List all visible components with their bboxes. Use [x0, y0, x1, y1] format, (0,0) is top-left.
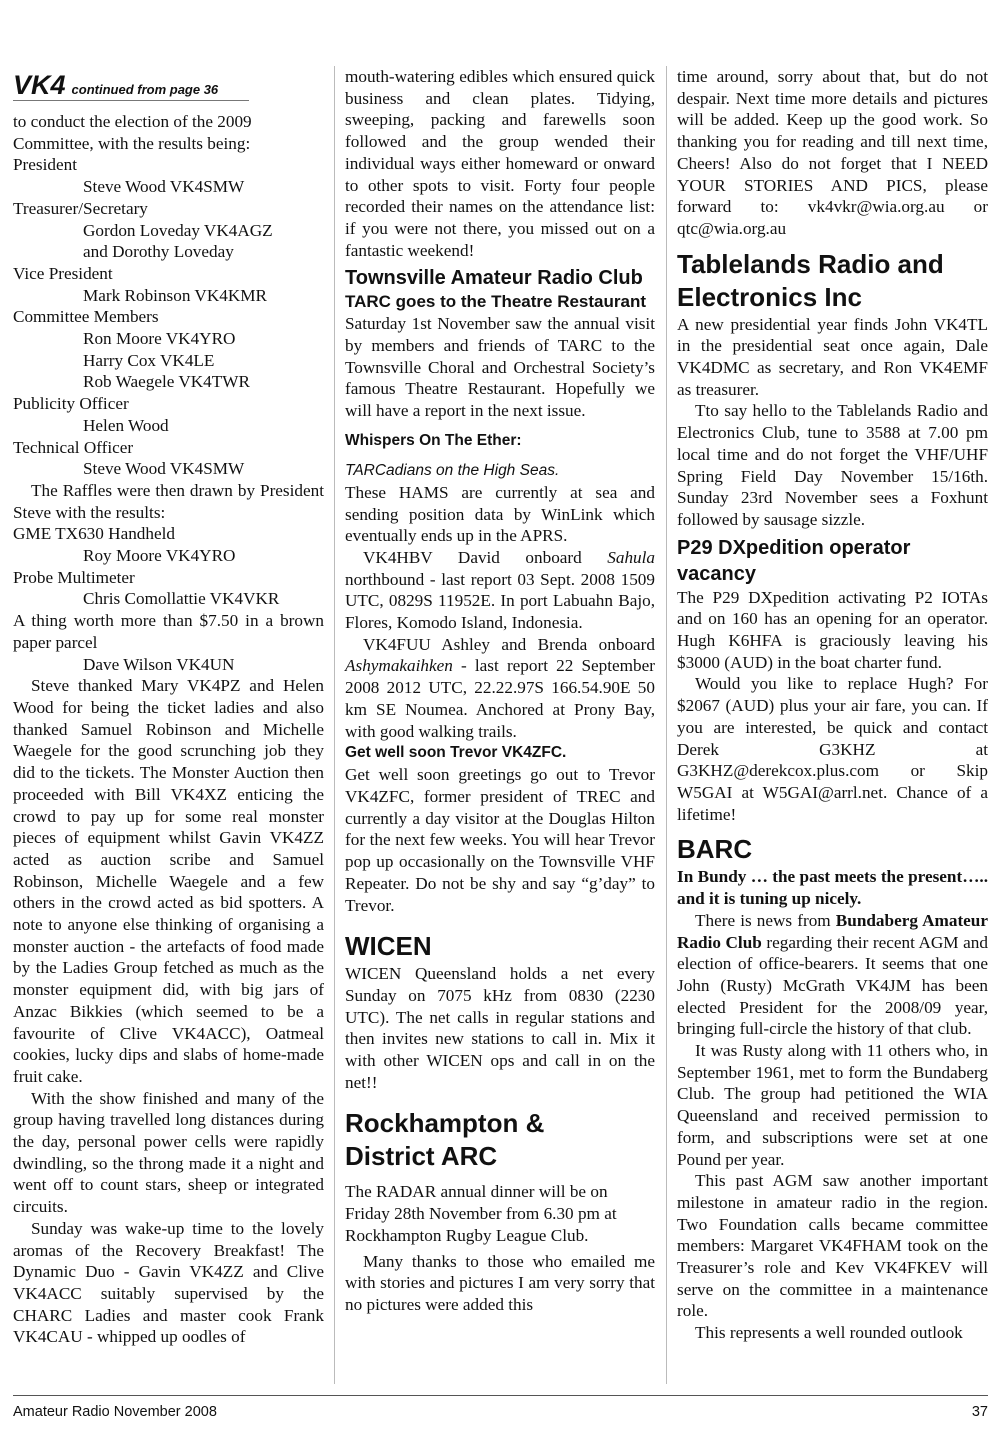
- body-paragraph: [345, 634, 655, 743]
- section-heading-rockhampton: [345, 1107, 655, 1173]
- body-paragraph: Sunday was wake-up time to the lovely aromas of the Recovery Breakfast! The Dynamic Duo - Gavin VK4ZZ and Clive VK4ACC suitably supervised by the CHARC Ladies and master cook Frank VK4CAU - whipped up oodles of: [13, 1218, 324, 1347]
- body-paragraph: [677, 910, 988, 1040]
- body-paragraph: These HAMS are currently at sea and sending position data by WinLink which eventually ends up in the APRS.: [345, 482, 655, 546]
- prize-winner: Roy Moore VK4YRO: [83, 546, 236, 566]
- column-2: [345, 66, 655, 1316]
- column-3: [677, 66, 988, 1344]
- section-heading-tablelands: [677, 248, 988, 314]
- role-name: Helen Wood: [83, 415, 169, 435]
- prize-winner: Chris Comollattie VK4VKR: [83, 589, 280, 609]
- lead-paragraph: In Bundy … the past meets the present….. and it is tuning up nicely.: [677, 867, 988, 909]
- body-paragraph: This represents a well rounded outlook: [695, 1323, 963, 1343]
- section-heading-barc: BARC: [677, 834, 753, 865]
- vessel-name: Ashymakaihken: [345, 656, 453, 676]
- section-title: VK4: [13, 70, 66, 100]
- prize-label: A thing worth more than $7.50 in a brown paper parcel: [13, 611, 324, 652]
- heading-line: Electronics Inc: [677, 281, 862, 312]
- subheading: TARC goes to the Theatre Restaurant: [345, 292, 647, 312]
- role-label: Publicity Officer: [13, 394, 129, 414]
- body-paragraph: The P29 DXpedition activating P2 IOTAs and on 160 has an opening for an operator. Hugh K6HFA is graciously leaving his $3000 (AUD) in the boat charter fund.: [677, 587, 988, 672]
- page-number: 37: [971, 1404, 988, 1420]
- body-paragraph: Many thanks to those who emailed me with stories and pictures I am very sorry that no pictures were added this: [345, 1251, 655, 1314]
- raffles-intro: The Raffles were then drawn by President Steve with the results:: [13, 480, 324, 522]
- intro-paragraph: to conduct the election of the 2009 Committee, with the results being:: [13, 112, 252, 153]
- heading-line: Rockhampton &: [345, 1108, 545, 1139]
- body-paragraph: A new presidential year finds John VK4TL in the presidential seat once again, Dale VK4DMC as secretary, and Ron VK4EMF as treasurer.: [677, 314, 988, 399]
- role-label: President: [13, 155, 77, 175]
- text-span: VK4FUU Ashley and Brenda onboard: [363, 634, 655, 654]
- role-name: Gordon Loveday VK4AGZ: [83, 220, 273, 240]
- club-heading-tarc: Townsville Amateur Radio Club: [345, 267, 643, 290]
- section-heading-wicen: WICEN: [345, 931, 432, 962]
- text-span: regarding their recent AGM and election of office-bearers. It seems that one John (Rusty) McGrath VK4JM has been elected President for the 2008/09 year, bringing full-circle the history of that club.: [677, 932, 988, 1039]
- body-paragraph: mouth-watering edibles which ensured quick business and clean plates. Tidying, sweeping, packing and farewells soon followed and the group wended their individual ways either homeward or onward to other spots to visit. Forty four people recorded their names on the attendance list: if you were not there, you missed out on a fantastic weekend!: [345, 67, 655, 260]
- subheading: Get well soon Trevor VK4ZFC.: [345, 744, 567, 762]
- role-name: Mark Robinson VK4KMR: [83, 285, 267, 305]
- role-label: Committee Members: [13, 307, 159, 327]
- body-paragraph: time around, sorry about that, but do not despair. Next time more details and pictures will be added. Keep up the good work. So thanking you for reading and till next time, Cheers! Also do not forget that I NEED YOUR STORIES AND PICS, please forward to: vk4vkr@wia.org.au or qtc@wia.org.au: [677, 67, 988, 238]
- text-span: northbound - last report 03 Sept. 2008 1509 UTC, 0829S 11952E. In port Labuahn Bajo, Flores, Komodo Island, Indonesia.: [345, 569, 655, 633]
- body-paragraph: With the show finished and many of the group having travelled long distances during the day, personal power cells were rapidly dwindling, so the throng made it a night and went off to count stars, sheep or integrated circuits.: [13, 1088, 324, 1217]
- page-footer: [13, 1395, 988, 1420]
- publication-name: Amateur Radio November 2008: [13, 1404, 217, 1420]
- body-paragraph: Would you like to replace Hugh? For $2067 (AUD) plus your air fare, you can. If you are interested, be quick and contact Derek G3KHZ at G3KHZ@derekcox.plus.com or Skip W5GAI at W5GAI@arrl.net. Chance of a lifetime!: [677, 674, 988, 824]
- body-paragraph: Saturday 1st November saw the annual visit by members and friends of TARC to the Townsville Choral and Orchestral Society’s famous Theatre Restaurant. Hopefully we will have a report in the next issue.: [345, 314, 655, 421]
- subheading: Whispers On The Ether:: [345, 431, 522, 449]
- prize-label: GME TX630 Handheld: [13, 524, 175, 544]
- column-divider: [666, 66, 667, 1384]
- body-paragraph: [345, 547, 655, 634]
- body-paragraph: This past AGM saw another important milestone in amateur radio in the region. Two Foundation calls became committee members: Margaret VK4FHAM took on the Treasurer’s role and Kev VK4FKEV will serve on the committee in a maintenance role.: [677, 1171, 988, 1321]
- role-label: Treasurer/Secretary: [13, 198, 148, 218]
- committee-list: [13, 154, 324, 480]
- heading-line: District ARC: [345, 1141, 498, 1172]
- prize-label: Probe Multimeter: [13, 567, 135, 587]
- text-span: - last report 22 September 2008 2012 UTC, 22.22.97S 166.54.90E 50 km SE Noumea. Anchored at Prony Bay, with good walking trails.: [345, 656, 655, 741]
- role-name: Ron Moore VK4YRO: [83, 329, 236, 349]
- raffle-results: [13, 523, 324, 610]
- column-1: [13, 72, 324, 1348]
- vessel-name: Sahula: [607, 547, 655, 567]
- column-divider: [334, 66, 335, 1384]
- body-paragraph: WICEN Queensland holds a net every Sunday on 7075 kHz from 0830 (2230 UTC). The net calls in regular stations and then invites new stations to call in. Mix it with other WICEN ops and call in on the net!!: [345, 964, 655, 1092]
- body-paragraph: It was Rusty along with 11 others who, in September 1961, met to form the Bundaberg Club. The group had petitioned the WIA Queensland and received permission to form, and subscriptions were set at one Pound per year.: [677, 1041, 988, 1169]
- club-name: Bundaberg Amateur Radio Club: [677, 910, 988, 952]
- role-name: and Dorothy Loveday: [83, 242, 234, 262]
- continued-note: continued from page 36: [71, 82, 219, 97]
- body-paragraph: Tto say hello to the Tablelands Radio and Electronics Club, tune to 3588 at 7.00 pm local time and do not forget the VHF/UHF Spring Field Day November 15/16th. Sunday 23rd November sees a Foxhunt followed by sausage sizzle.: [677, 401, 988, 529]
- section-heading-p29: P29 DXpedition operator vacancy: [677, 536, 911, 585]
- role-label: Technical Officer: [13, 437, 134, 457]
- role-name: Rob Waegele VK4TWR: [83, 372, 250, 392]
- text-span: VK4HBV David onboard: [363, 547, 608, 567]
- section-header-vk4: [13, 72, 249, 101]
- body-paragraph: Steve thanked Mary VK4PZ and Helen Wood for being the ticket ladies and also thanked Samuel Robinson and Michelle Waegele for the good scrunching job they did to the tickets. The Monster Auction then proceeded with Bill VK4XZ enticing the crowd to pay up for some real monster pieces of equipment whilst Gavin VK4ZZ acted as auction scribe and Samuel Robinson, Michelle Waegele and a few others in the crowd acted as bid spotters. A note to anyone else thinking of organising a monster auction - the artefacts of food made by the Ladies Group fetched as much as the monster equipment did, with big jars of Anzac Bikkies (which seemed to be a favourite of Clive VK4ACC), Oatmeal cookies, lucky dips and slabs of home-made fruit cake.: [13, 676, 324, 1086]
- role-label: Vice President: [13, 263, 113, 283]
- heading-line: Tablelands Radio and: [677, 248, 944, 279]
- prize-winner: Dave Wilson VK4UN: [83, 654, 235, 674]
- text-span: There is news from: [695, 910, 836, 930]
- subheading-italic: TARCadians on the High Seas.: [345, 461, 560, 479]
- role-name: Steve Wood VK4SMW: [83, 459, 245, 479]
- body-paragraph: Get well soon greetings go out to Trevor VK4ZFC, former president of TREC and currently a day visitor at the Douglas Hilton for the next few weeks. You will hear Trevor pop up occasionally on the Townsville VHF Repeater. Do not be shy and say “g’day” to Trevor.: [345, 765, 655, 915]
- role-name: Harry Cox VK4LE: [83, 350, 215, 370]
- body-paragraph: The RADAR annual dinner will be on Friday 28th November from 6.30 pm at Rockhampton Rugby League Club.: [345, 1182, 617, 1245]
- role-name: Steve Wood VK4SMW: [83, 177, 245, 197]
